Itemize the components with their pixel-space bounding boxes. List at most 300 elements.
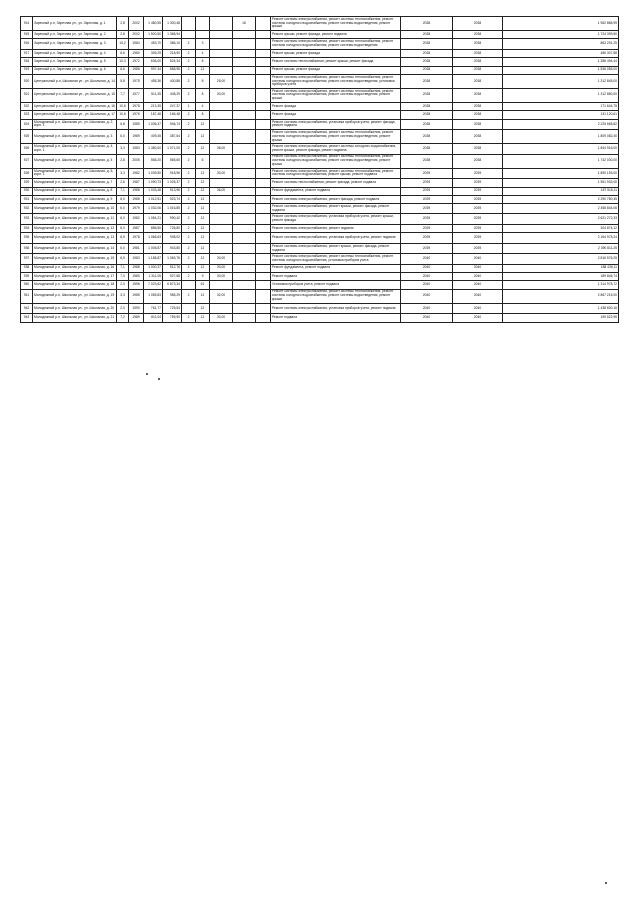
cell-a1: 1 012,51 (144, 196, 163, 204)
cell-q (256, 111, 271, 119)
cell-e (210, 303, 233, 314)
cell-addr: Молодежный р-н, Школьная ул., ул. Школьная, д. 5, корп. 1 (33, 168, 117, 179)
cell-y3: 2039 (401, 196, 453, 204)
cell-n: 932 (21, 204, 33, 214)
cell-y2: 1986 (129, 66, 144, 74)
cell-q (256, 289, 271, 303)
table-row (21, 130, 619, 144)
table-row (21, 88, 619, 102)
cell-a2: 946,74 (163, 119, 182, 130)
cell-n: 936 (21, 244, 33, 254)
cell-y2: 1982 (129, 214, 144, 225)
cell-work: Ремонт системы электроснабжения, установка приборов учета, ремонт подвала (271, 233, 401, 244)
table-row (21, 225, 619, 233)
cell-y3: 2039 (401, 204, 453, 214)
table-row (21, 272, 619, 280)
cell-yr: 3,3 (117, 168, 129, 179)
cell-y2: 1985 (129, 289, 144, 303)
cell-sum: 2 621 272,33 (503, 214, 619, 225)
cell-y4: 2040 (453, 264, 503, 272)
cell-addr: Молодежный р-н, Школьная ул., ул. Школьная, д. 8 (33, 187, 117, 195)
cell-s: 12 (196, 214, 210, 225)
cell-y4: 2038 (453, 30, 503, 38)
cell-a1: 1 033,48 (144, 187, 163, 195)
cell-y4: 2038 (453, 119, 503, 130)
cell-y3: 2038 (401, 144, 453, 155)
cell-y4: 2039 (453, 187, 503, 195)
cell-f: 2 (182, 75, 196, 89)
cell-addr: Молодежный р-н, Школьная ул., ул. Школьная, д. 20 (33, 303, 117, 314)
cell-y4: 2038 (453, 130, 503, 144)
cell-q (256, 204, 271, 214)
cell-work: Ремонт системы электроснабжения, ремонт системы теплоснабжения, ремонт системы холодного водоснабжения, ремонт системы водоотведения, ремонт крыши (271, 130, 401, 144)
cell-n: 923 (21, 111, 33, 119)
cell-a2: 913,96 (163, 187, 182, 195)
cell-sum: 2 225 665,82 (503, 119, 619, 130)
cell-y4: 2039 (453, 204, 503, 214)
cell-sum: 1 809 082,40 (503, 130, 619, 144)
cell-y2: 1996 (129, 281, 144, 289)
cell-addr: Заречный р-н, Заречная ул., ул. Заречная, д. 4 (33, 49, 117, 57)
cell-y3: 2040 (401, 314, 453, 322)
cell-y2: 1987 (129, 179, 144, 187)
cell-sum: 1 962 886,99 (503, 17, 619, 31)
cell-y2: 1982 (129, 168, 144, 179)
cell-f: 2 (182, 49, 196, 57)
cell-yr: 10,6 (117, 102, 129, 110)
cell-yr: 7,7 (117, 88, 129, 102)
cell-sum: 863 291,25 (503, 39, 619, 50)
cell-yr: 10,3 (117, 58, 129, 66)
cell-p (233, 39, 256, 50)
cell-y4: 2039 (453, 196, 503, 204)
cell-e: 32,00 (210, 289, 233, 303)
cell-addr: Молодежный р-н, Школьная ул., ул. Школьная, д. 13 (33, 233, 117, 244)
cell-a1: 1 036,37 (144, 119, 163, 130)
cell-sum: 1 551 932,00 (503, 179, 619, 187)
table-row (21, 17, 619, 31)
cell-addr: Заречный р-н, Заречная ул., ул. Заречная, д. 2 (33, 30, 117, 38)
cell-p (233, 49, 256, 57)
cell-f: 2 (182, 204, 196, 214)
cell-n: 918 (21, 58, 33, 66)
cell-y4: 2039 (453, 244, 503, 254)
cell-yr: 5,8 (117, 75, 129, 89)
cell-sum: 2 164 975,24 (503, 233, 619, 244)
cell-n: 915 (21, 30, 33, 38)
stray-mark (605, 882, 607, 884)
cell-y4: 2039 (453, 214, 503, 225)
cell-f (182, 17, 196, 31)
cell-sum: 1 438 600,16 (503, 303, 619, 314)
cell-y2: 1987 (129, 225, 144, 233)
cell-y2: 1989 (129, 119, 144, 130)
cell-q (256, 49, 271, 57)
cell-e (210, 66, 233, 74)
cell-y3: 2038 (401, 75, 453, 89)
cell-y4: 2039 (453, 225, 503, 233)
cell-q (256, 102, 271, 110)
cell-a2: 726,80 (163, 225, 182, 233)
table-row (21, 111, 619, 119)
cell-e (210, 281, 233, 289)
table-row (21, 303, 619, 314)
cell-yr: 2,8 (117, 154, 129, 168)
cell-a1: 1 500,50 (144, 30, 163, 38)
cell-yr: 6,6 (117, 66, 129, 74)
cell-f: 1 (182, 102, 196, 110)
cell-e: 30,00 (210, 314, 233, 322)
cell-yr: 7,1 (117, 264, 129, 272)
cell-a1: 1 039,50 (144, 168, 163, 179)
cell-n: 926 (21, 144, 33, 155)
cell-p (233, 75, 256, 89)
cell-a1: 811,04 (144, 314, 163, 322)
cell-e (210, 58, 233, 66)
cell-f: 2 (182, 119, 196, 130)
cell-p (233, 119, 256, 130)
cell-a1: 305,29 (144, 49, 163, 57)
cell-sum: 1 312 880,00 (503, 88, 619, 102)
cell-n: 922 (21, 102, 33, 110)
cell-q (256, 88, 271, 102)
cell-e (210, 119, 233, 130)
cell-n: 916 (21, 39, 33, 50)
cell-a1: 1 055,83 (144, 289, 163, 303)
cell-p (233, 187, 256, 195)
cell-yr: 6,6 (117, 49, 129, 57)
cell-y2: 1983 (129, 254, 144, 265)
cell-y2: 1977 (129, 88, 144, 102)
cell-p (233, 214, 256, 225)
cell-s: 12 (196, 196, 210, 204)
cell-y3: 2038 (401, 58, 453, 66)
cell-y3: 2038 (401, 111, 453, 119)
cell-yr: 3,3 (117, 144, 129, 155)
cell-n: 938 (21, 264, 33, 272)
cell-s: 8 (196, 111, 210, 119)
cell-work: Ремонт системы электроснабжения, ремонт крыши, ремонт фасада, ремонт подвала (271, 204, 401, 214)
table-row (21, 233, 619, 244)
cell-q (256, 154, 271, 168)
cell-yr: 2,8 (117, 30, 129, 38)
cell-p: 16 (233, 17, 256, 31)
cell-y4: 2038 (453, 39, 503, 50)
cell-work: Ремонт подвала (271, 272, 401, 280)
cell-n: 941 (21, 289, 33, 303)
cell-q (256, 130, 271, 144)
cell-y4: 2038 (453, 111, 503, 119)
cell-y3: 2038 (401, 49, 453, 57)
cell-a1: 1 380,00 (144, 144, 163, 155)
stray-mark (146, 373, 148, 375)
cell-a1: 636,00 (144, 58, 163, 66)
table-row (21, 187, 619, 195)
table-row (21, 154, 619, 168)
cell-y4: 2038 (453, 88, 503, 102)
cell-q (256, 179, 271, 187)
cell-e: 25,00 (210, 75, 233, 89)
cell-s: 12 (196, 204, 210, 214)
table-row (21, 289, 619, 303)
cell-work: Ремонт системы электроснабжения, установка приборов учета, ремонт подвала (271, 303, 401, 314)
cell-yr: 6,0 (117, 225, 129, 233)
table-row (21, 168, 619, 179)
table-row (21, 49, 619, 57)
cell-sum: 486 307,88 (503, 49, 619, 57)
cell-sum: 188 436,11 (503, 264, 619, 272)
cell-sum: 1 536 055,00 (503, 66, 619, 74)
cell-e (210, 154, 233, 168)
cell-a1: 1 005,87 (144, 244, 163, 254)
cell-y4: 2038 (453, 102, 503, 110)
cell-yr: 6,0 (117, 130, 129, 144)
cell-p (233, 196, 256, 204)
cell-addr: Молодежный р-н, Школьная ул., ул. Школьная, д. 18 (33, 281, 117, 289)
cell-p (233, 254, 256, 265)
cell-work: Установка приборов учета, ремонт подвала (271, 281, 401, 289)
cell-y3: 2040 (401, 264, 453, 272)
cell-y4: 2039 (453, 179, 503, 187)
cell-n: 917 (21, 49, 33, 57)
cell-addr: Центральный р-н, Школьная ул., ул. Школьная, д. 14 (33, 75, 117, 89)
cell-y4: 2040 (453, 314, 503, 322)
cell-p (233, 303, 256, 314)
cell-yr: 6,5 (117, 254, 129, 265)
cell-a2: 943,80 (163, 244, 182, 254)
cell-q (256, 144, 271, 155)
cell-a2: 1 025,37 (163, 179, 182, 187)
cell-work: Ремонт системы электроснабжения, ремонт системы теплоснабжения, ремонт системы холодного водоснабжения, ремонт системы водоотведения, ремонт крыши (271, 154, 401, 168)
cell-a1: 1 032,06 (144, 204, 163, 214)
cell-a1: 213,35 (144, 102, 163, 110)
cell-addr: Заречный р-н, Заречная ул., ул. Заречная, д. 3 (33, 39, 117, 50)
cell-y2: 2002 (129, 30, 144, 38)
cell-work: Ремонт фасада (271, 102, 401, 110)
cell-y4: 2040 (453, 281, 503, 289)
cell-yr: 7,2 (117, 314, 129, 322)
cell-f: 2 (182, 187, 196, 195)
cell-addr: Молодежный р-н, Школьная ул., ул. Школьная, д. 11 (33, 214, 117, 225)
cell-y2: 1981 (129, 244, 144, 254)
cell-y3: 2040 (401, 272, 453, 280)
cell-a2: 1 368,94 (163, 30, 182, 38)
table-row (21, 196, 619, 204)
cell-s: 12 (196, 254, 210, 265)
cell-work: Ремонт системы электроснабжения, ремонт крыши, ремонт фасада, ремонт подвала (271, 244, 401, 254)
cell-yr: 2,6 (117, 179, 129, 187)
cell-p (233, 168, 256, 179)
cell-p (233, 264, 256, 272)
table-row (21, 102, 619, 110)
table-row (21, 214, 619, 225)
cell-yr: 6,0 (117, 196, 129, 204)
cell-work: Ремонт системы электроснабжения, ремонт системы теплоснабжения, ремонт системы холодного водоснабжения, ремонт системы водоотведения, ремонт крыши (271, 17, 401, 31)
cell-n: 927 (21, 154, 33, 168)
cell-y3: 2038 (401, 130, 453, 144)
cell-n: 920 (21, 75, 33, 89)
cell-s: 61 (196, 281, 210, 289)
cell-yr: 7,1 (117, 187, 129, 195)
cell-addr: Заречный р-н, Заречная ул., ул. Заречная, д. 1 (33, 17, 117, 31)
cell-n: 925 (21, 130, 33, 144)
cell-y2: 1988 (129, 187, 144, 195)
table-row (21, 30, 619, 38)
table-row (21, 314, 619, 322)
spreadsheet-page (20, 16, 618, 323)
cell-sum: 187 916,11 (503, 187, 619, 195)
cell-f (182, 281, 196, 289)
cell-work: Ремонт системы теплоснабжения, ремонт крыши, ремонт фасада (271, 58, 401, 66)
cell-s: 6 (196, 154, 210, 168)
cell-y2: 1978 (129, 102, 144, 110)
cell-a1: 409,45 (144, 130, 163, 144)
cell-addr: Молодежный р-н, Школьная ул., ул. Школьная, д. 5 (33, 154, 117, 168)
cell-q (256, 233, 271, 244)
cell-f: 2 (182, 314, 196, 322)
cell-e (210, 102, 233, 110)
cell-yr: 6,0 (117, 214, 129, 225)
cell-f: 2 (182, 144, 196, 155)
cell-f: 2 (182, 111, 196, 119)
cell-a2: 918,96 (163, 168, 182, 179)
cell-s: 3 (196, 39, 210, 50)
cell-p (233, 314, 256, 322)
cell-addr: Молодежный р-н, Школьная ул., ул. Школьная, д. 3 (33, 130, 117, 144)
cell-s: 12 (196, 179, 210, 187)
cell-addr: Центральный р-н, Школьная ул., ул. Школьная, д. 15 (33, 88, 117, 102)
cell-p (233, 58, 256, 66)
cell-p (233, 289, 256, 303)
cell-a2: 1 016,85 (163, 204, 182, 214)
cell-addr: Молодежный р-н, Школьная ул., ул. Школьная, д. 10 (33, 204, 117, 214)
cell-e (210, 39, 233, 50)
cell-n: 937 (21, 254, 33, 265)
cell-y4: 2039 (453, 233, 503, 244)
cell-f: 2 (182, 196, 196, 204)
cell-e (210, 204, 233, 214)
table-row (21, 254, 619, 265)
cell-a2: 218,90 (163, 49, 182, 57)
cell-work: Ремонт крыши, ремонт фасада (271, 66, 401, 74)
cell-sum: 1 890 153,00 (503, 168, 619, 179)
cell-work: Ремонт подвала (271, 314, 401, 322)
cell-e (210, 214, 233, 225)
cell-sum: 171 644,75 (503, 102, 619, 110)
cell-a2: 923,74 (163, 196, 182, 204)
cell-q (256, 66, 271, 74)
cell-e: 36,00 (210, 144, 233, 155)
cell-s: 8 (196, 75, 210, 89)
cell-y3: 2039 (401, 233, 453, 244)
cell-addr: Заречный р-н, Заречная ул., ул. Заречная, д. 5 (33, 58, 117, 66)
cell-p (233, 179, 256, 187)
cell-p (233, 111, 256, 119)
cell-addr: Молодежный р-н, Школьная ул., ул. Школьная, д. 15 (33, 254, 117, 265)
cell-addr: Молодежный р-н, Школьная ул., ул. Школьная, д. 19 (33, 289, 117, 303)
cell-sum: 1 742 030,00 (503, 154, 619, 168)
cell-n: 928 (21, 168, 33, 179)
cell-y4: 2038 (453, 58, 503, 66)
cell-yr: 2,0 (117, 281, 129, 289)
cell-a2: 408,29 (163, 88, 182, 102)
cell-work: Ремонт системы электроснабжения, установка приборов учета, ремонт крыши, ремонт фасада (271, 214, 401, 225)
cell-sum: 1 314 978,72 (503, 281, 619, 289)
cell-p (233, 244, 256, 254)
cell-q (256, 187, 271, 195)
cell-a2: 759,90 (163, 314, 182, 322)
cell-p (233, 233, 256, 244)
cell-a2: 387,64 (163, 130, 182, 144)
cell-addr: Молодежный р-н, Школьная ул., ул. Школьная, д. 17 (33, 272, 117, 280)
cell-a1: 856,50 (144, 225, 163, 233)
cell-addr: Центральный р-н, Школьная ул., ул. Школьная, д. 16 (33, 102, 117, 110)
cell-s: 12 (196, 314, 210, 322)
cell-a1: 453,70 (144, 39, 163, 50)
cell-y2: 1989 (129, 130, 144, 144)
cell-f: 2 (182, 244, 196, 254)
cell-s: 12 (196, 303, 210, 314)
cell-a1: 1 000,37 (144, 264, 163, 272)
cell-a1: 1 090,73 (144, 179, 163, 187)
cell-n: 940 (21, 281, 33, 289)
cell-addr: Молодежный р-н, Школьная ул., ул. Школьная, д. 4, корп. 1 (33, 144, 117, 155)
cell-n: 934 (21, 225, 33, 233)
cell-s: 12 (196, 130, 210, 144)
cell-n: 939 (21, 272, 33, 280)
cell-y2: 2005 (129, 154, 144, 168)
cell-f: 2 (182, 130, 196, 144)
cell-y3: 2038 (401, 102, 453, 110)
cell-y3: 2039 (401, 214, 453, 225)
cell-sum: 2 290 780,45 (503, 196, 619, 204)
cell-p (233, 102, 256, 110)
cell-addr: Молодежный р-н, Школьная ул., ул. Школьная, д. 7 (33, 179, 117, 187)
cell-s: 12 (196, 168, 210, 179)
cell-p (233, 30, 256, 38)
cell-f: 2 (182, 39, 196, 50)
cell-sum: 1 724 399,50 (503, 30, 619, 38)
cell-y2: 1988 (129, 264, 144, 272)
cell-a1: 997,34 (144, 66, 163, 74)
cell-s: 12 (196, 144, 210, 155)
cell-yr: 6,5 (117, 233, 129, 244)
cell-work: Ремонт системы электроснабжения, ремонт подвала (271, 225, 401, 233)
cell-q (256, 272, 271, 280)
cell-e (210, 244, 233, 254)
cell-q (256, 168, 271, 179)
cell-addr: Молодежный р-н, Школьная ул., ул. Школьная, д. 16 (33, 264, 117, 272)
cell-work: Ремонт системы электроснабжения, ремонт системы теплоснабжения, ремонт системы холодного водоснабжения, ремонт системы водоотведения, ремонт крыши (271, 88, 401, 102)
table-row (21, 66, 619, 74)
cell-work: Ремонт системы электроснабжения, ремонт системы теплоснабжения, ремонт системы холодного водоснабжения, установка приборов учета (271, 254, 401, 265)
cell-p (233, 88, 256, 102)
cell-sum: 1 288 494,44 (503, 58, 619, 66)
cell-s: 12 (196, 233, 210, 244)
cell-a2: 985,29 (163, 289, 182, 303)
cell-work: Ремонт фундамента, ремонт подвала (271, 187, 401, 195)
cell-y2: 1975 (129, 75, 144, 89)
cell-s: 12 (196, 244, 210, 254)
cell-n: 935 (21, 233, 33, 244)
cell-a2: 565,60 (163, 154, 182, 168)
cell-sum: 159 522,95 (503, 314, 619, 322)
cell-y3: 2040 (401, 289, 453, 303)
cell-a2: 938,02 (163, 233, 182, 244)
cell-e (210, 30, 233, 38)
cell-work: Ремонт системы теплоснабжения, ремонт фасада, ремонт подвала (271, 179, 401, 187)
table-row (21, 75, 619, 89)
